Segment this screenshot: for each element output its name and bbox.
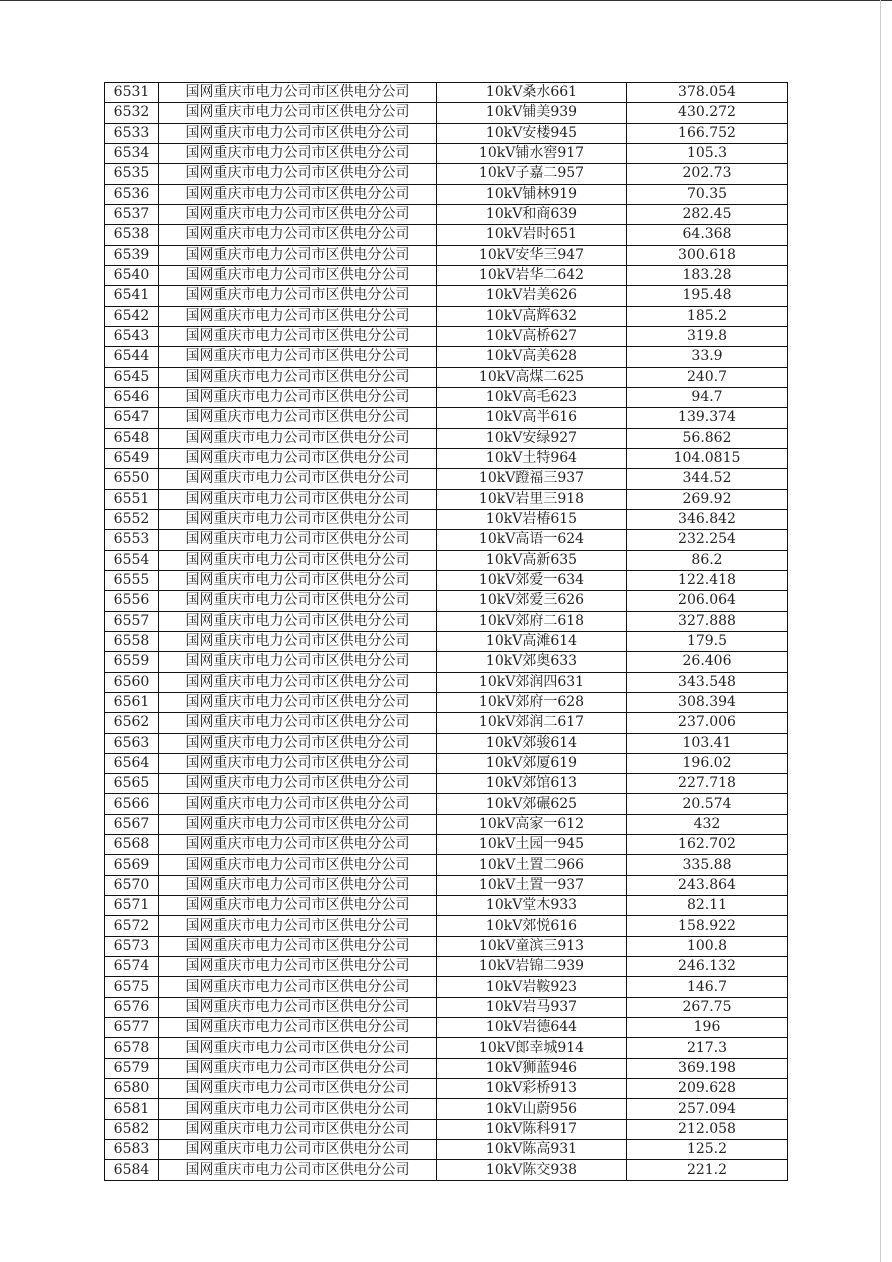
- table-body: [105, 83, 788, 1181]
- company-name-cell: 国网重庆市电力公司市区供电分公司: [159, 225, 437, 245]
- feeder-line-name-cell: 10kV郎幸城914: [437, 1038, 627, 1058]
- table-row: [105, 794, 788, 814]
- row-number-cell: 6565: [105, 774, 159, 794]
- value-cell: 282.45: [627, 204, 788, 224]
- company-name-cell: 国网重庆市电力公司市区供电分公司: [159, 835, 437, 855]
- company-name-cell: 国网重庆市电力公司市区供电分公司: [159, 123, 437, 143]
- feeder-line-name-cell: 10kV高煤二625: [437, 367, 627, 387]
- row-number-cell: 6551: [105, 489, 159, 509]
- company-name-cell: 国网重庆市电力公司市区供电分公司: [159, 1140, 437, 1160]
- feeder-line-name-cell: 10kV高滩614: [437, 631, 627, 651]
- table-row: [105, 225, 788, 245]
- company-name-cell: 国网重庆市电力公司市区供电分公司: [159, 286, 437, 306]
- company-name-cell: 国网重庆市电力公司市区供电分公司: [159, 875, 437, 895]
- table-row: [105, 123, 788, 143]
- table-row: [105, 143, 788, 163]
- value-cell: 70.35: [627, 184, 788, 204]
- feeder-line-name-cell: 10kV郊骏614: [437, 733, 627, 753]
- value-cell: 221.2: [627, 1160, 788, 1180]
- row-number-cell: 6553: [105, 530, 159, 550]
- value-cell: 158.922: [627, 916, 788, 936]
- feeder-line-name-cell: 10kV岩椿615: [437, 509, 627, 529]
- row-number-cell: 6563: [105, 733, 159, 753]
- company-name-cell: 国网重庆市电力公司市区供电分公司: [159, 347, 437, 367]
- table-row: [105, 936, 788, 956]
- company-name-cell: 国网重庆市电力公司市区供电分公司: [159, 794, 437, 814]
- company-name-cell: 国网重庆市电力公司市区供电分公司: [159, 997, 437, 1017]
- value-cell: 232.254: [627, 530, 788, 550]
- row-number-cell: 6552: [105, 509, 159, 529]
- value-cell: 237.006: [627, 713, 788, 733]
- company-name-cell: 国网重庆市电力公司市区供电分公司: [159, 204, 437, 224]
- row-number-cell: 6533: [105, 123, 159, 143]
- row-number-cell: 6543: [105, 326, 159, 346]
- company-name-cell: 国网重庆市电力公司市区供电分公司: [159, 753, 437, 773]
- value-cell: 227.718: [627, 774, 788, 794]
- value-cell: 146.7: [627, 977, 788, 997]
- feeder-line-name-cell: 10kV郊馆613: [437, 774, 627, 794]
- table-row: [105, 672, 788, 692]
- table-row: [105, 977, 788, 997]
- company-name-cell: 国网重庆市电力公司市区供电分公司: [159, 814, 437, 834]
- company-name-cell: 国网重庆市电力公司市区供电分公司: [159, 570, 437, 590]
- feeder-line-name-cell: 10kV高毛623: [437, 387, 627, 407]
- value-cell: 430.272: [627, 103, 788, 123]
- value-cell: 104.0815: [627, 448, 788, 468]
- feeder-line-name-cell: 10kV子嘉二957: [437, 164, 627, 184]
- value-cell: 33.9: [627, 347, 788, 367]
- value-cell: 217.3: [627, 1038, 788, 1058]
- table-row: [105, 509, 788, 529]
- company-name-cell: 国网重庆市电力公司市区供电分公司: [159, 936, 437, 956]
- row-number-cell: 6562: [105, 713, 159, 733]
- company-name-cell: 国网重庆市电力公司市区供电分公司: [159, 103, 437, 123]
- row-number-cell: 6564: [105, 753, 159, 773]
- table-row: [105, 164, 788, 184]
- feeder-line-name-cell: 10kV安绿927: [437, 428, 627, 448]
- table-row: [105, 387, 788, 407]
- row-number-cell: 6580: [105, 1079, 159, 1099]
- company-name-cell: 国网重庆市电力公司市区供电分公司: [159, 83, 437, 103]
- row-number-cell: 6556: [105, 591, 159, 611]
- row-number-cell: 6531: [105, 83, 159, 103]
- table-row: [105, 774, 788, 794]
- table-row: [105, 855, 788, 875]
- value-cell: 100.8: [627, 936, 788, 956]
- row-number-cell: 6546: [105, 387, 159, 407]
- company-name-cell: 国网重庆市电力公司市区供电分公司: [159, 1079, 437, 1099]
- feeder-line-name-cell: 10kV高美628: [437, 347, 627, 367]
- value-cell: 319.8: [627, 326, 788, 346]
- feeder-line-name-cell: 10kV和商639: [437, 204, 627, 224]
- company-name-cell: 国网重庆市电力公司市区供电分公司: [159, 408, 437, 428]
- value-cell: 122.418: [627, 570, 788, 590]
- company-name-cell: 国网重庆市电力公司市区供电分公司: [159, 367, 437, 387]
- company-name-cell: 国网重庆市电力公司市区供电分公司: [159, 916, 437, 936]
- feeder-line-name-cell: 10kV陈高931: [437, 1140, 627, 1160]
- company-name-cell: 国网重庆市电力公司市区供电分公司: [159, 631, 437, 651]
- table-row: [105, 103, 788, 123]
- row-number-cell: 6537: [105, 204, 159, 224]
- feeder-line-name-cell: 10kV山蔚956: [437, 1099, 627, 1119]
- row-number-cell: 6582: [105, 1119, 159, 1139]
- row-number-cell: 6569: [105, 855, 159, 875]
- value-cell: 103.41: [627, 733, 788, 753]
- company-name-cell: 国网重庆市电力公司市区供电分公司: [159, 896, 437, 916]
- table-row: [105, 631, 788, 651]
- feeder-line-name-cell: 10kV岩德644: [437, 1018, 627, 1038]
- value-cell: 240.7: [627, 367, 788, 387]
- feeder-line-name-cell: 10kV岩华二642: [437, 265, 627, 285]
- company-name-cell: 国网重庆市电力公司市区供电分公司: [159, 855, 437, 875]
- row-number-cell: 6568: [105, 835, 159, 855]
- row-number-cell: 6583: [105, 1140, 159, 1160]
- row-number-cell: 6554: [105, 550, 159, 570]
- table-row: [105, 835, 788, 855]
- company-name-cell: 国网重庆市电力公司市区供电分公司: [159, 1038, 437, 1058]
- table-row: [105, 1038, 788, 1058]
- value-cell: 269.92: [627, 489, 788, 509]
- feeder-line-name-cell: 10kV陈交938: [437, 1160, 627, 1180]
- table-row: [105, 916, 788, 936]
- page-right-edge: [880, 0, 881, 1262]
- feeder-line-name-cell: 10kV土置一937: [437, 875, 627, 895]
- company-name-cell: 国网重庆市电力公司市区供电分公司: [159, 1058, 437, 1078]
- table-row: [105, 1058, 788, 1078]
- table-row: [105, 83, 788, 103]
- table-row: [105, 692, 788, 712]
- row-number-cell: 6577: [105, 1018, 159, 1038]
- feeder-line-name-cell: 10kV郊府一628: [437, 692, 627, 712]
- feeder-line-name-cell: 10kV郊润二617: [437, 713, 627, 733]
- row-number-cell: 6560: [105, 672, 159, 692]
- table-row: [105, 713, 788, 733]
- feeder-line-name-cell: 10kV蹬福三937: [437, 469, 627, 489]
- table-row: [105, 753, 788, 773]
- feeder-line-name-cell: 10kV彩桥913: [437, 1079, 627, 1099]
- value-cell: 185.2: [627, 306, 788, 326]
- company-name-cell: 国网重庆市电力公司市区供电分公司: [159, 387, 437, 407]
- row-number-cell: 6566: [105, 794, 159, 814]
- row-number-cell: 6559: [105, 652, 159, 672]
- value-cell: 300.618: [627, 245, 788, 265]
- row-number-cell: 6539: [105, 245, 159, 265]
- page-top-border: [0, 0, 892, 1]
- company-name-cell: 国网重庆市电力公司市区供电分公司: [159, 530, 437, 550]
- row-number-cell: 6570: [105, 875, 159, 895]
- company-name-cell: 国网重庆市电力公司市区供电分公司: [159, 957, 437, 977]
- feeder-line-name-cell: 10kV高桥627: [437, 326, 627, 346]
- value-cell: 166.752: [627, 123, 788, 143]
- company-name-cell: 国网重庆市电力公司市区供电分公司: [159, 1160, 437, 1180]
- company-name-cell: 国网重庆市电力公司市区供电分公司: [159, 1099, 437, 1119]
- table-row: [105, 469, 788, 489]
- table-row: [105, 550, 788, 570]
- company-name-cell: 国网重庆市电力公司市区供电分公司: [159, 265, 437, 285]
- feeder-line-name-cell: 10kV郊奥633: [437, 652, 627, 672]
- row-number-cell: 6579: [105, 1058, 159, 1078]
- feeder-line-name-cell: 10kV郊爱三626: [437, 591, 627, 611]
- company-name-cell: 国网重庆市电力公司市区供电分公司: [159, 672, 437, 692]
- value-cell: 179.5: [627, 631, 788, 651]
- company-name-cell: 国网重庆市电力公司市区供电分公司: [159, 509, 437, 529]
- value-cell: 257.094: [627, 1099, 788, 1119]
- feeder-line-name-cell: 10kV陈科917: [437, 1119, 627, 1139]
- value-cell: 246.132: [627, 957, 788, 977]
- row-number-cell: 6548: [105, 428, 159, 448]
- row-number-cell: 6557: [105, 611, 159, 631]
- value-cell: 196.02: [627, 753, 788, 773]
- table-row: [105, 448, 788, 468]
- row-number-cell: 6572: [105, 916, 159, 936]
- value-cell: 432: [627, 814, 788, 834]
- value-cell: 196: [627, 1018, 788, 1038]
- feeder-line-name-cell: 10kV土置二966: [437, 855, 627, 875]
- row-number-cell: 6550: [105, 469, 159, 489]
- table-row: [105, 896, 788, 916]
- table-row: [105, 875, 788, 895]
- row-number-cell: 6584: [105, 1160, 159, 1180]
- value-cell: 56.862: [627, 428, 788, 448]
- table-row: [105, 286, 788, 306]
- company-name-cell: 国网重庆市电力公司市区供电分公司: [159, 164, 437, 184]
- table-row: [105, 814, 788, 834]
- feeder-line-name-cell: 10kV铺美939: [437, 103, 627, 123]
- feeder-line-name-cell: 10kV郊润四631: [437, 672, 627, 692]
- row-number-cell: 6545: [105, 367, 159, 387]
- row-number-cell: 6536: [105, 184, 159, 204]
- value-cell: 308.394: [627, 692, 788, 712]
- value-cell: 206.064: [627, 591, 788, 611]
- table-row: [105, 428, 788, 448]
- feeder-data-table: [104, 82, 788, 1181]
- feeder-line-name-cell: 10kV高辉632: [437, 306, 627, 326]
- row-number-cell: 6532: [105, 103, 159, 123]
- table-row: [105, 306, 788, 326]
- company-name-cell: 国网重庆市电力公司市区供电分公司: [159, 611, 437, 631]
- value-cell: 94.7: [627, 387, 788, 407]
- feeder-line-name-cell: 10kV岩锦二939: [437, 957, 627, 977]
- feeder-line-name-cell: 10kV郊爱一634: [437, 570, 627, 590]
- row-number-cell: 6534: [105, 143, 159, 163]
- company-name-cell: 国网重庆市电力公司市区供电分公司: [159, 1018, 437, 1038]
- table-row: [105, 184, 788, 204]
- row-number-cell: 6555: [105, 570, 159, 590]
- value-cell: 82.11: [627, 896, 788, 916]
- feeder-line-name-cell: 10kV高语一624: [437, 530, 627, 550]
- table-row: [105, 591, 788, 611]
- company-name-cell: 国网重庆市电力公司市区供电分公司: [159, 591, 437, 611]
- value-cell: 26.406: [627, 652, 788, 672]
- company-name-cell: 国网重庆市电力公司市区供电分公司: [159, 733, 437, 753]
- row-number-cell: 6567: [105, 814, 159, 834]
- feeder-line-name-cell: 10kV岩马937: [437, 997, 627, 1017]
- table-row: [105, 245, 788, 265]
- feeder-line-name-cell: 10kV土特964: [437, 448, 627, 468]
- row-number-cell: 6549: [105, 448, 159, 468]
- feeder-line-name-cell: 10kV郊厦619: [437, 753, 627, 773]
- table-row: [105, 1079, 788, 1099]
- table-row: [105, 957, 788, 977]
- feeder-line-name-cell: 10kV高新635: [437, 550, 627, 570]
- row-number-cell: 6544: [105, 347, 159, 367]
- table-row: [105, 326, 788, 346]
- table-row: [105, 1099, 788, 1119]
- table-row: [105, 997, 788, 1017]
- value-cell: 343.548: [627, 672, 788, 692]
- row-number-cell: 6574: [105, 957, 159, 977]
- table-row: [105, 1018, 788, 1038]
- feeder-line-name-cell: 10kV童滨三913: [437, 936, 627, 956]
- table-row: [105, 367, 788, 387]
- value-cell: 369.198: [627, 1058, 788, 1078]
- row-number-cell: 6576: [105, 997, 159, 1017]
- table-row: [105, 570, 788, 590]
- company-name-cell: 国网重庆市电力公司市区供电分公司: [159, 692, 437, 712]
- row-number-cell: 6535: [105, 164, 159, 184]
- table-row: [105, 489, 788, 509]
- row-number-cell: 6575: [105, 977, 159, 997]
- feeder-line-name-cell: 10kV岩时651: [437, 225, 627, 245]
- row-number-cell: 6558: [105, 631, 159, 651]
- feeder-line-name-cell: 10kV土园一945: [437, 835, 627, 855]
- value-cell: 335.88: [627, 855, 788, 875]
- value-cell: 327.888: [627, 611, 788, 631]
- row-number-cell: 6538: [105, 225, 159, 245]
- company-name-cell: 国网重庆市电力公司市区供电分公司: [159, 550, 437, 570]
- company-name-cell: 国网重庆市电力公司市区供电分公司: [159, 713, 437, 733]
- company-name-cell: 国网重庆市电力公司市区供电分公司: [159, 652, 437, 672]
- table-row: [105, 1140, 788, 1160]
- value-cell: 378.054: [627, 83, 788, 103]
- value-cell: 243.864: [627, 875, 788, 895]
- table-row: [105, 408, 788, 428]
- row-number-cell: 6581: [105, 1099, 159, 1119]
- company-name-cell: 国网重庆市电力公司市区供电分公司: [159, 245, 437, 265]
- feeder-line-name-cell: 10kV岩美626: [437, 286, 627, 306]
- table-row: [105, 347, 788, 367]
- feeder-line-name-cell: 10kV狮蓝946: [437, 1058, 627, 1078]
- value-cell: 212.058: [627, 1119, 788, 1139]
- value-cell: 139.374: [627, 408, 788, 428]
- company-name-cell: 国网重庆市电力公司市区供电分公司: [159, 448, 437, 468]
- table-row: [105, 1119, 788, 1139]
- feeder-line-name-cell: 10kV铺水窖917: [437, 143, 627, 163]
- table-row: [105, 733, 788, 753]
- company-name-cell: 国网重庆市电力公司市区供电分公司: [159, 184, 437, 204]
- table-row: [105, 611, 788, 631]
- value-cell: 105.3: [627, 143, 788, 163]
- value-cell: 195.48: [627, 286, 788, 306]
- value-cell: 202.73: [627, 164, 788, 184]
- row-number-cell: 6547: [105, 408, 159, 428]
- company-name-cell: 国网重庆市电力公司市区供电分公司: [159, 428, 437, 448]
- feeder-line-name-cell: 10kV安楼945: [437, 123, 627, 143]
- table-row: [105, 1160, 788, 1180]
- row-number-cell: 6571: [105, 896, 159, 916]
- row-number-cell: 6542: [105, 306, 159, 326]
- company-name-cell: 国网重庆市电力公司市区供电分公司: [159, 1119, 437, 1139]
- value-cell: 346.842: [627, 509, 788, 529]
- value-cell: 183.28: [627, 265, 788, 285]
- feeder-line-name-cell: 10kV堂木933: [437, 896, 627, 916]
- feeder-line-name-cell: 10kV安华三947: [437, 245, 627, 265]
- row-number-cell: 6578: [105, 1038, 159, 1058]
- table-row: [105, 530, 788, 550]
- table-row: [105, 265, 788, 285]
- company-name-cell: 国网重庆市电力公司市区供电分公司: [159, 469, 437, 489]
- feeder-line-name-cell: 10kV岩鞍923: [437, 977, 627, 997]
- company-name-cell: 国网重庆市电力公司市区供电分公司: [159, 774, 437, 794]
- row-number-cell: 6573: [105, 936, 159, 956]
- feeder-line-name-cell: 10kV高半616: [437, 408, 627, 428]
- value-cell: 64.368: [627, 225, 788, 245]
- feeder-line-name-cell: 10kV郊悦616: [437, 916, 627, 936]
- company-name-cell: 国网重庆市电力公司市区供电分公司: [159, 306, 437, 326]
- company-name-cell: 国网重庆市电力公司市区供电分公司: [159, 489, 437, 509]
- value-cell: 162.702: [627, 835, 788, 855]
- company-name-cell: 国网重庆市电力公司市区供电分公司: [159, 143, 437, 163]
- value-cell: 86.2: [627, 550, 788, 570]
- feeder-line-name-cell: 10kV岩里三918: [437, 489, 627, 509]
- feeder-line-name-cell: 10kV郊碾625: [437, 794, 627, 814]
- value-cell: 344.52: [627, 469, 788, 489]
- row-number-cell: 6540: [105, 265, 159, 285]
- company-name-cell: 国网重庆市电力公司市区供电分公司: [159, 977, 437, 997]
- value-cell: 125.2: [627, 1140, 788, 1160]
- value-cell: 209.628: [627, 1079, 788, 1099]
- company-name-cell: 国网重庆市电力公司市区供电分公司: [159, 326, 437, 346]
- value-cell: 267.75: [627, 997, 788, 1017]
- row-number-cell: 6561: [105, 692, 159, 712]
- feeder-line-name-cell: 10kV郊府二618: [437, 611, 627, 631]
- feeder-line-name-cell: 10kV桑水661: [437, 83, 627, 103]
- row-number-cell: 6541: [105, 286, 159, 306]
- table-row: [105, 652, 788, 672]
- feeder-line-name-cell: 10kV高家一612: [437, 814, 627, 834]
- value-cell: 20.574: [627, 794, 788, 814]
- table-row: [105, 204, 788, 224]
- feeder-line-name-cell: 10kV铺林919: [437, 184, 627, 204]
